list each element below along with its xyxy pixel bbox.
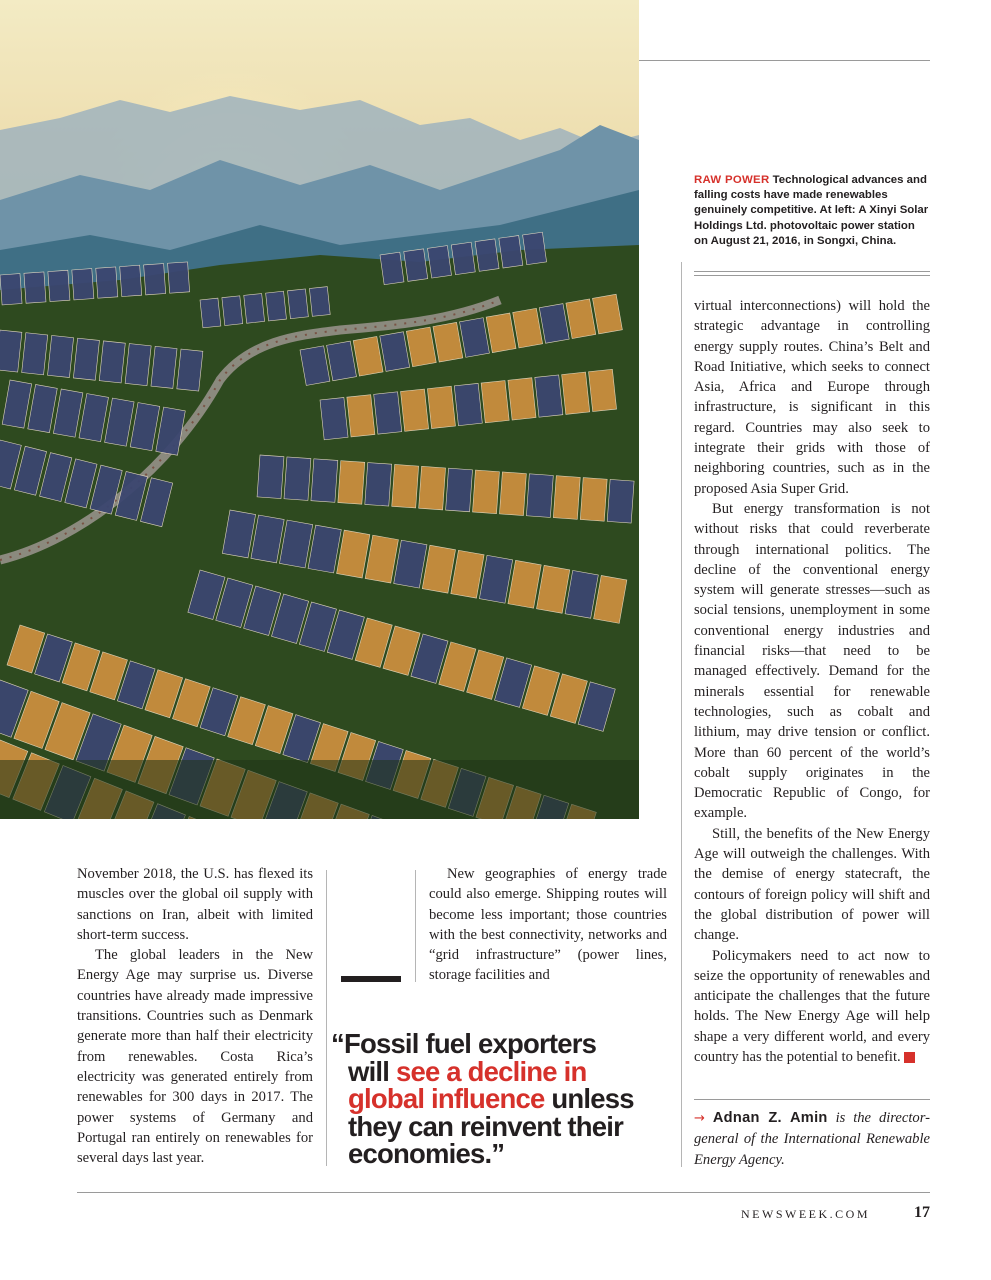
solar-panel: [22, 333, 48, 375]
solar-panel: [523, 232, 547, 264]
paragraph: The global leaders in the New Energy Age may surprise us. Diverse countries have already made impressive transitions. Countries such as Denmark generate more than half their electricity from renewables. Costa Rica’s electricity was generated entirely from renewables for 300 days in 2017. The power systems of Germany and Portugal ran entirely on renewables for several days last year.: [77, 947, 313, 1167]
solar-panel: [320, 397, 348, 439]
paragraph: virtual interconnections) will hold the strategic advantage in controlling energy supply routes. China’s Belt and Road Initiative, which seeks to connect Asia, Africa and Europe through infrastructure, is significant in this regard. Countries may also seek to integrate their grids with those of neighboring countries, such as in the proposed Asia Super Grid.: [694, 298, 930, 497]
solar-panel: [347, 395, 375, 437]
site-name: NEWSWEEK.COM: [741, 1207, 870, 1221]
solar-panel: [244, 294, 265, 324]
solar-panel: [125, 344, 151, 386]
top-rule: [639, 60, 930, 61]
solar-panel: [499, 236, 523, 268]
solar-panel: [392, 464, 419, 508]
column-divider-right: [681, 262, 682, 1167]
solar-panel: [266, 291, 287, 321]
paragraph: New geographies of energy trade could also emerge. Shipping routes will become less important; those countries with the best connectivity, networks and “grid infrastructure” (power lines, storage facilities and: [429, 866, 667, 984]
pull-quote-highlight: see a decline in: [395, 1055, 587, 1087]
foreground-vegetation: [0, 760, 639, 819]
pull-quote-line-1: “Fossil fuel exporters: [331, 1028, 597, 1059]
pull-quote-dash: [341, 976, 401, 982]
solar-panel: [338, 461, 365, 505]
paragraph-final: [694, 946, 930, 1068]
paragraph: November 2018, the U.S. has flexed its muscles over the global oil supply with sanctions on Iran, albeit with limited short-term success.: [77, 866, 313, 943]
page-number: 17: [914, 1204, 930, 1221]
solar-panel: [454, 383, 482, 425]
solar-panel: [48, 270, 70, 301]
solar-panel: [589, 369, 617, 411]
solar-panel: [200, 298, 221, 328]
solar-panel: [419, 466, 446, 510]
solar-panel: [120, 265, 142, 296]
pull-quote-line-4: they can reinvent their: [348, 1110, 624, 1142]
solar-panel: [508, 378, 536, 420]
article-column-right: [694, 296, 930, 1067]
solar-panel: [177, 349, 203, 391]
paragraph: But energy transformation is not without risks that could reverberate through international politics. The decline of the conventional energy system will generate stresses—such as social tensions, unemployment in some conventional energy industries and financial risks—that need to be managed effectively. Demand for the minerals essential for renewable technologies, such as cobalt and lithium, may drive tension or conflict. More than 60 percent of the world’s cobalt supply originates in the Democratic Republic of Congo, for example.: [694, 500, 930, 822]
solar-panel: [24, 272, 46, 303]
pull-quote: [331, 1030, 661, 1168]
solar-panel: [0, 330, 22, 372]
pull-quote-line-3: global influence unless: [348, 1083, 634, 1114]
solar-panel: [72, 269, 94, 300]
solar-panel: [451, 242, 475, 274]
author-name: Adnan Z. Amin: [712, 1110, 828, 1126]
solar-panel: [309, 287, 330, 317]
solar-panel: [380, 252, 404, 284]
paragraph-text: Policymakers need to act now to seize the opportunity of renewables and anticipate the challenges that the future holds. The New Energy Age will help shape a very different world, and every country has the potential to benefit.: [694, 947, 930, 1065]
solar-panel: [151, 346, 177, 388]
solar-panel: [401, 389, 429, 431]
solar-farm-illustration: [0, 0, 639, 819]
solar-panel: [404, 249, 428, 281]
caption-double-rule: [694, 271, 930, 276]
solar-panel: [553, 476, 580, 520]
solar-panel: [446, 468, 473, 512]
paragraph: Still, the benefits of the New Energy Age will outweigh the challenges. With the demise of energy statecraft, the contours of foreign policy will shift and the global distribution of power will change.: [694, 825, 930, 944]
solar-panel: [99, 341, 125, 383]
solar-panel: [365, 463, 392, 507]
solar-panel: [428, 246, 452, 278]
solar-panel: [96, 267, 118, 298]
solar-panel: [73, 338, 99, 380]
newsweek-end-mark-icon: N: [904, 1052, 915, 1063]
solar-panel: [499, 472, 526, 516]
solar-panel: [311, 459, 338, 503]
author-bio: [694, 1108, 930, 1170]
pull-quote-highlight: global influence: [348, 1083, 545, 1114]
solar-panel: [481, 381, 509, 423]
arrow-right-icon: →: [694, 1111, 705, 1126]
photo-caption: [694, 173, 930, 249]
bio-rule: [694, 1099, 930, 1100]
solar-panel: [48, 335, 74, 377]
solar-panel: [222, 296, 243, 326]
solar-panel: [607, 479, 634, 523]
column-divider-left: [326, 870, 327, 1166]
solar-panel: [0, 274, 22, 305]
solar-panel: [580, 478, 607, 522]
caption-label: RAW POWER: [694, 174, 770, 186]
article-column-middle: [429, 864, 667, 986]
solar-panel: [473, 470, 500, 514]
solar-panel: [562, 372, 590, 414]
pull-quote-line-2: will see a decline in: [348, 1055, 587, 1087]
solar-panel: [144, 264, 166, 295]
author-description: is the director-general of the International Renewable Energy Agency.: [694, 1110, 930, 1168]
column-divider-mid: [415, 870, 416, 982]
solar-panel: [427, 386, 455, 428]
article-column-left: [77, 864, 313, 1168]
solar-panel: [284, 457, 311, 501]
solar-panel: [288, 289, 309, 319]
solar-panel: [526, 474, 553, 518]
caption-text: Technological advances and falling costs have made renewables genuinely competitive. At left: A Xinyi Solar Holdings Ltd. photovoltaic power station on August 21, 2016, in Songxi, China.: [694, 174, 929, 247]
solar-panel: [535, 375, 563, 417]
solar-panel: [257, 455, 284, 499]
solar-panel: [168, 262, 190, 293]
pull-quote-line-5: economies.”: [348, 1138, 505, 1169]
solar-panel: [374, 392, 402, 434]
solar-panel: [475, 239, 499, 271]
solar-farm-photo: [0, 0, 639, 819]
footer-rule: [77, 1192, 930, 1193]
